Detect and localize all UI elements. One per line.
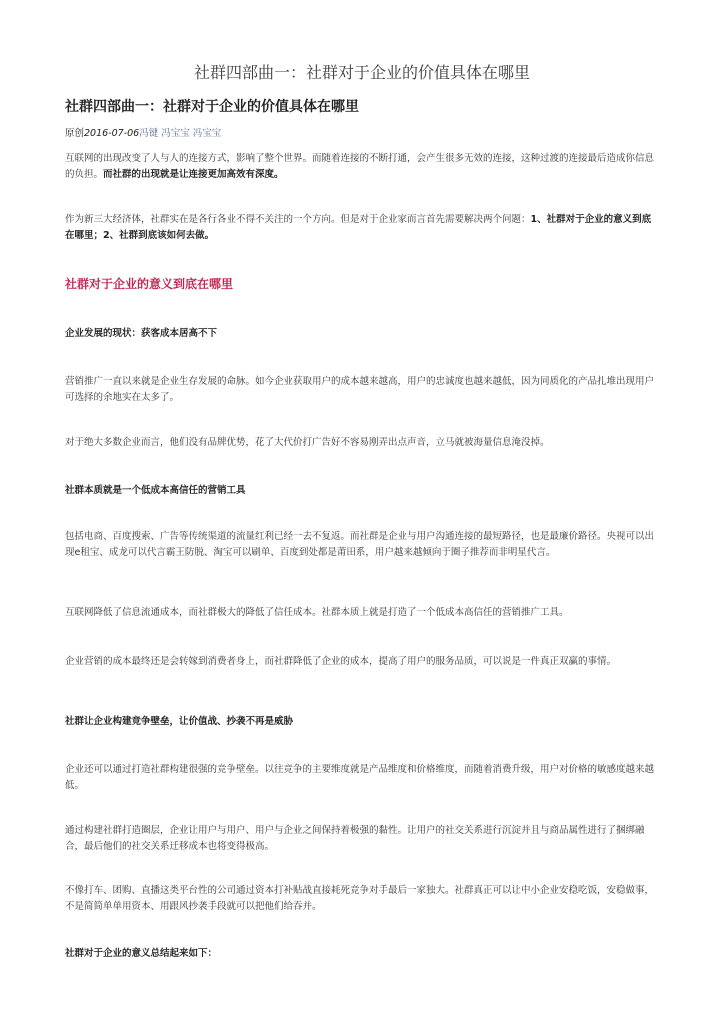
paragraph-3: 包括电商、百度搜索、广告等传统渠道的流量红利已经一去不复返。而社群是企业与用户沟通连接的最短路径，也是最廉价路径。央视可以出现e租宝、成龙可以代言霸王防脱、淘宝可以刷单、百度到处都是莆田系，用户越来越倾向于圈子推荐而非明星代言。 — [65, 531, 655, 558]
author-link[interactable]: 冯键 冯宝宝 冯宝宝 — [139, 128, 222, 139]
document-title: 社群四部曲一：社群对于企业的价值具体在哪里 — [193, 63, 530, 82]
paragraph-2: 对于绝大多数企业而言，他们没有品牌优势，花了大代价打广告好不容易刚弄出点声音，立马就被海量信息淹没掉。 — [65, 437, 550, 448]
intro-1-text: 互联网的出现改变了人与人的连接方式，影响了整个世界。而随着连接的不断打通，会产生很多无效的连接，这种过渡的连接最后造成你信息的负担。 — [65, 153, 655, 180]
paragraph-7: 通过构建社群打造圈层，企业让用户与用户、用户与企业之间保持着极强的黏性。让用户的社交关系进行沉淀并且与商品属性进行了捆绑融合，最后他们的社交关系迁移成本也将变得极高。 — [65, 825, 645, 852]
article-meta — [65, 127, 221, 140]
intro-1-bold: 而社群的出现就是让连接更加高效有深度。 — [103, 169, 284, 180]
intro-paragraph-2 — [65, 212, 657, 244]
subheading-4: 社群对于企业的意义总结起来如下： — [65, 948, 218, 959]
section-heading: 社群对于企业的意义到底在哪里 — [65, 277, 234, 291]
paragraph-6: 企业还可以通过打造社群构建很强的竞争壁垒。以往竞争的主要维度就是产品维度和价格维度，而随着消费升级，用户对价格的敏感度越来越低。 — [65, 764, 655, 791]
paragraph-8: 不像打车、团购、直播这类平台性的公司通过资本打补贴战直接耗死竞争对手最后一家独大。社群真正可以让中小企业安稳吃饭，安稳做事，不是简简单单用资本、用跟风抄袭手段就可以把他们给吞并。 — [65, 885, 655, 912]
publish-date: 2016-07-06 — [84, 128, 140, 139]
subheading-1: 企业发展的现状：获客成本居高不下 — [65, 328, 218, 339]
original-label: 原创 — [65, 128, 85, 139]
subheading-3: 社群让企业构建竞争壁垒，让价值战、抄袭不再是威胁 — [65, 716, 294, 727]
intro-2-text: 作为新三大经济体，社群实在是各行各业不得不关注的一个方向。但是对于企业家而言首先需要解决两个问题： — [65, 214, 531, 225]
intro-2-bold: 1、社群对于企业的意义到底在哪里；2、社群到底该如何去做。 — [65, 214, 652, 241]
paragraph-1: 营销推广一直以来就是企业生存发展的命脉。如今企业获取用户的成本越来越高，用户的忠诚度也越来越低，因为同质化的产品扎堆出现用户可选择的余地实在太多了。 — [65, 376, 655, 403]
intro-paragraph-1 — [65, 151, 657, 183]
paragraph-4: 互联网降低了信息流通成本，而社群极大的降低了信任成本。社群本质上就是打造了一个低成本高信任的营销推广工具。 — [65, 607, 569, 618]
article-title: 社群四部曲一：社群对于企业的价值具体在哪里 — [65, 99, 359, 115]
subheading-2: 社群本质就是一个低成本高信任的营销工具 — [65, 485, 246, 496]
paragraph-5: 企业营销的成本最终还是会转嫁到消费者身上，而社群降低了企业的成本，提高了用户的服务品质，可以说是一件真正双赢的事情。 — [65, 656, 617, 667]
